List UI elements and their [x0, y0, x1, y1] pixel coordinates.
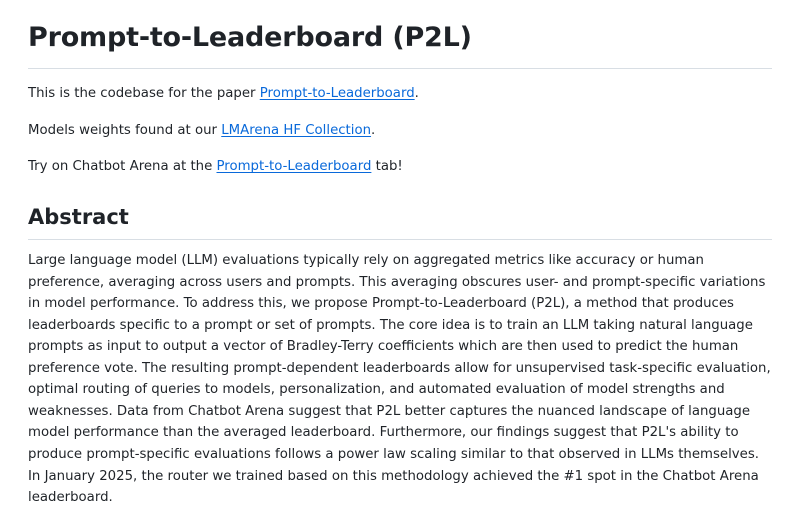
chatbot-arena-tab-link[interactable]: Prompt-to-Leaderboard	[216, 159, 372, 175]
intro-text-before-2: Models weights found at our	[28, 122, 222, 138]
abstract-heading: Abstract	[28, 204, 772, 240]
hf-collection-link[interactable]: LMArena HF Collection	[221, 122, 372, 138]
intro-paragraph-chatbot-arena	[28, 156, 772, 178]
intro-paragraph-weights	[28, 120, 772, 142]
intro-text-before-3: Try on Chatbot Arena at the	[28, 159, 217, 175]
intro-text-after-3: tab!	[371, 159, 403, 175]
intro-paragraph-paper	[28, 83, 772, 105]
intro-text-before-1: This is the codebase for the paper	[28, 86, 260, 102]
intro-text-after-1: .	[414, 86, 419, 102]
intro-text-after-2: .	[371, 122, 376, 138]
page-title: Prompt-to-Leaderboard (P2L)	[28, 22, 772, 69]
abstract-body: Large language model (LLM) evaluations typically rely on aggregated metrics like accuracy or human preference, averaging across users and prompts. This averaging obscures user- and prompt-specific variations in model performance. To address this, we propose Prompt-to-Leaderboard (P2L), a method that produces leaderboards specific to a prompt or set of prompts. The core idea is to train an LLM taking natural language prompts as input to output a vector of Bradley-Terry coefficients which are then used to predict the human preference vote. The resulting prompt-dependent leaderboards allow for unsupervised task-specific evaluation, optimal routing of queries to models, personalization, and automated evaluation of model strengths and weaknesses. Data from Chatbot Arena suggest that P2L better captures the nuanced landscape of language model performance than the averaged leaderboard. Furthermore, our findings suggest that P2L's ability to produce prompt-specific evaluations follows a power law scaling similar to that observed in LLMs themselves. In January 2025, the router we trained based on this methodology achieved the #1 spot in the Chatbot Arena leaderboard.	[28, 253, 771, 506]
paper-link[interactable]: Prompt-to-Leaderboard	[259, 86, 415, 102]
